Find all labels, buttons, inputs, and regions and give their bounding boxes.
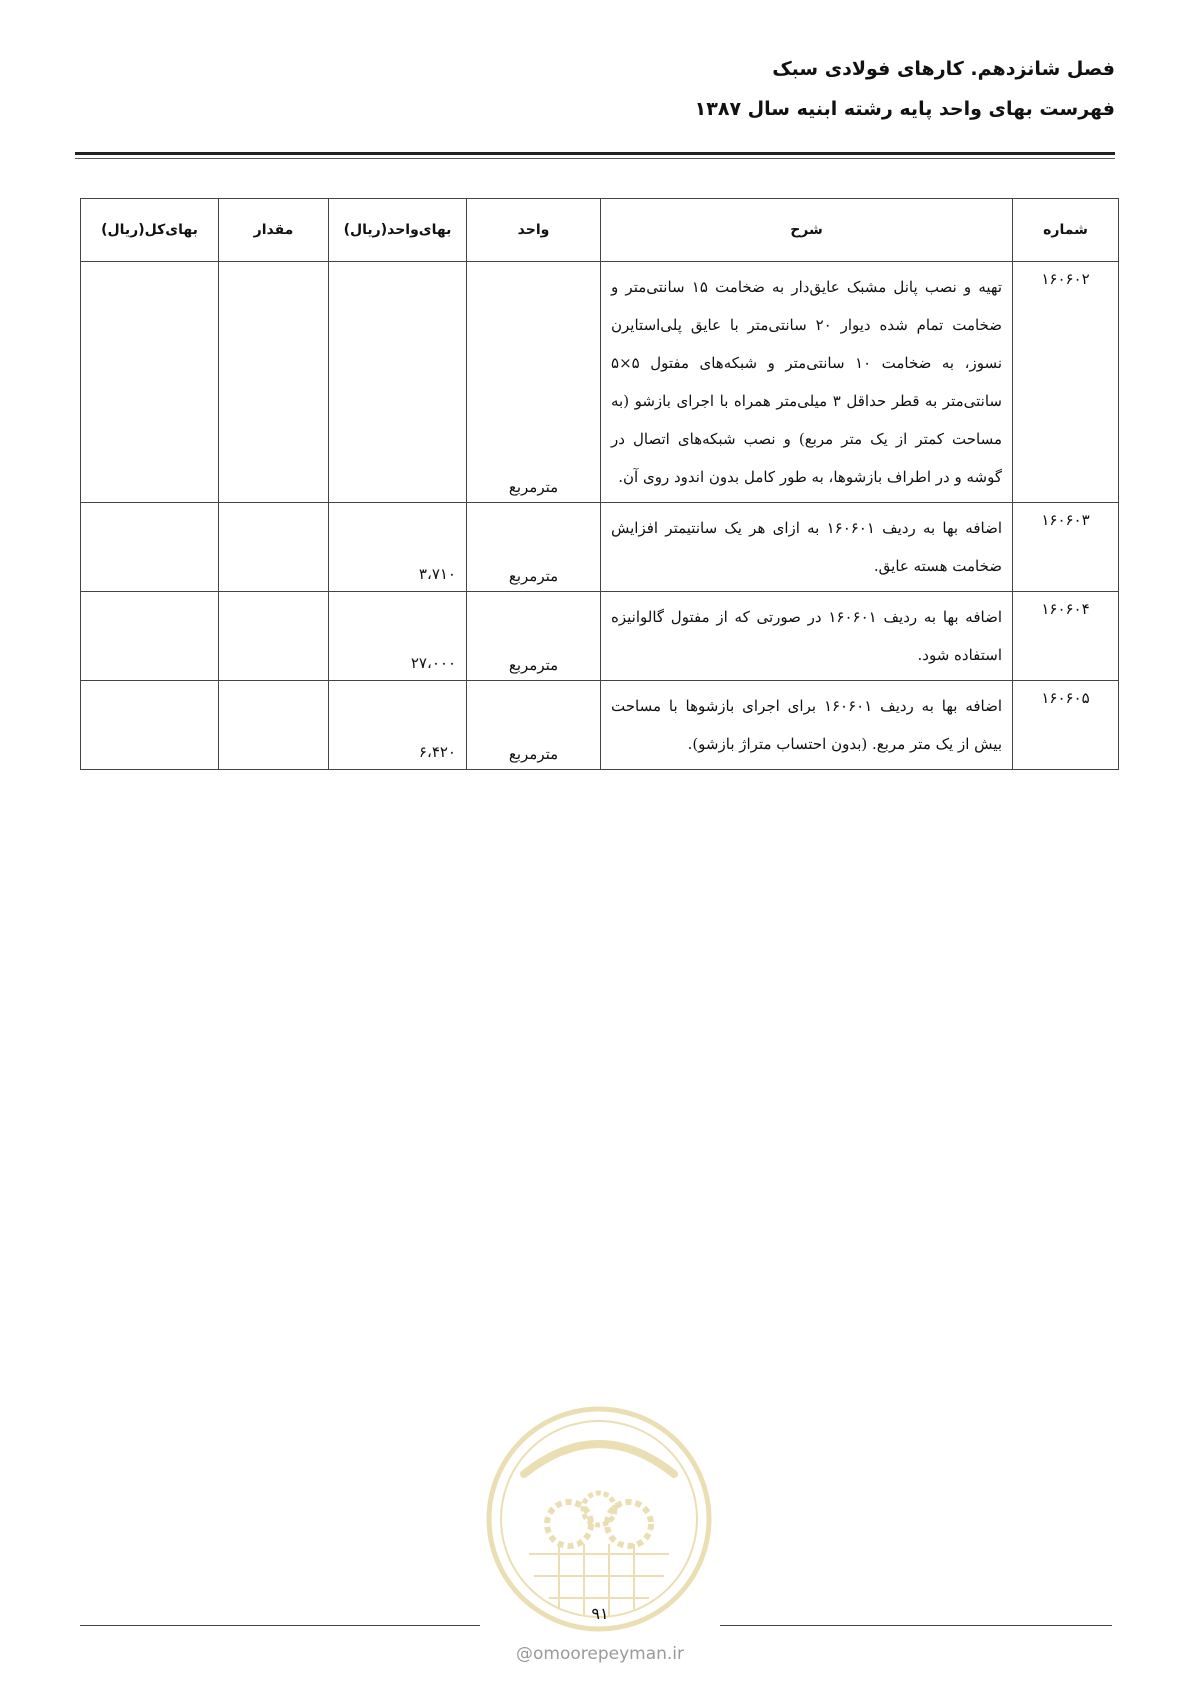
column-header-unit: واحد [467,199,601,262]
header-divider-thick [75,152,1115,155]
page-header [695,58,1115,120]
item-number: ۱۶۰۶۰۲ [1013,262,1119,503]
item-description: اضافه بها به ردیف ۱۶۰۶۰۱ به ازای هر یک سانتیمتر افزایش ضخامت هسته عایق. [601,503,1013,592]
item-unit-price: ۲۷،۰۰۰ [329,592,467,681]
page-number: ۹۱ [591,1604,609,1623]
item-total-price [81,503,219,592]
item-quantity [219,681,329,770]
table-row [81,592,1119,681]
item-unit: مترمربع [467,262,601,503]
item-unit: مترمربع [467,592,601,681]
item-unit: مترمربع [467,681,601,770]
column-header-quantity: مقدار [219,199,329,262]
column-header-unit-price: بهای‌واحد(ریال) [329,199,467,262]
table-row [81,681,1119,770]
item-total-price [81,262,219,503]
column-header-number: شماره [1013,199,1119,262]
item-total-price [81,592,219,681]
item-quantity [219,592,329,681]
item-quantity [219,262,329,503]
item-description: اضافه بها به ردیف ۱۶۰۶۰۱ در صورتی که از مفتول گالوانیزه استفاده شود. [601,592,1013,681]
column-header-total-price: بهای‌کل(ریال) [81,199,219,262]
document-subtitle: فهرست بهای واحد پایه رشته ابنیه سال ۱۳۸۷ [694,98,1115,120]
item-unit-price: ۳،۷۱۰ [329,503,467,592]
table-row [81,262,1119,503]
watermark-logo [484,1404,714,1634]
item-quantity [219,503,329,592]
website-watermark: @omoorepeyman.ir [515,1644,685,1664]
item-unit-price: ۶،۴۲۰ [329,681,467,770]
column-header-description: شرح [601,199,1013,262]
item-description: اضافه بها به ردیف ۱۶۰۶۰۱ برای اجرای بازشوها با مساحت بیش از یک متر مربع. (بدون احتساب متراژ بازشو). [601,681,1013,770]
chapter-title: فصل شانزدهم. کارهای فولادی سبک [772,58,1115,80]
price-list-table [80,198,1119,770]
footer-divider-left [80,1625,480,1626]
item-total-price [81,681,219,770]
item-number: ۱۶۰۶۰۵ [1013,681,1119,770]
item-unit: مترمربع [467,503,601,592]
footer-divider-right [720,1625,1112,1626]
table-header-row [81,199,1119,262]
item-unit-price [329,262,467,503]
item-number: ۱۶۰۶۰۴ [1013,592,1119,681]
seal-icon [484,1404,714,1634]
item-description: تهیه و نصب پانل مشبک عایق‌دار به ضخامت ۱۵ سانتی‌متر و ضخامت تمام شده دیوار ۲۰ سانتی‌متر با عایق پلی‌استایرن نسوز، به ضخامت ۱۰ سانتی‌متر و شبکه‌های مفتول ۵×۵ سانتی‌متر به قطر حداقل ۳ میلی‌متر همراه با اجرای بازشو (به مساحت کمتر از یک متر مربع) و نصب شبکه‌های اتصال در گوشه و در اطراف بازشوها، به طور کامل بدون اندود روی آن. [601,262,1013,503]
table-row [81,503,1119,592]
item-number: ۱۶۰۶۰۳ [1013,503,1119,592]
header-divider-thin [75,158,1115,159]
